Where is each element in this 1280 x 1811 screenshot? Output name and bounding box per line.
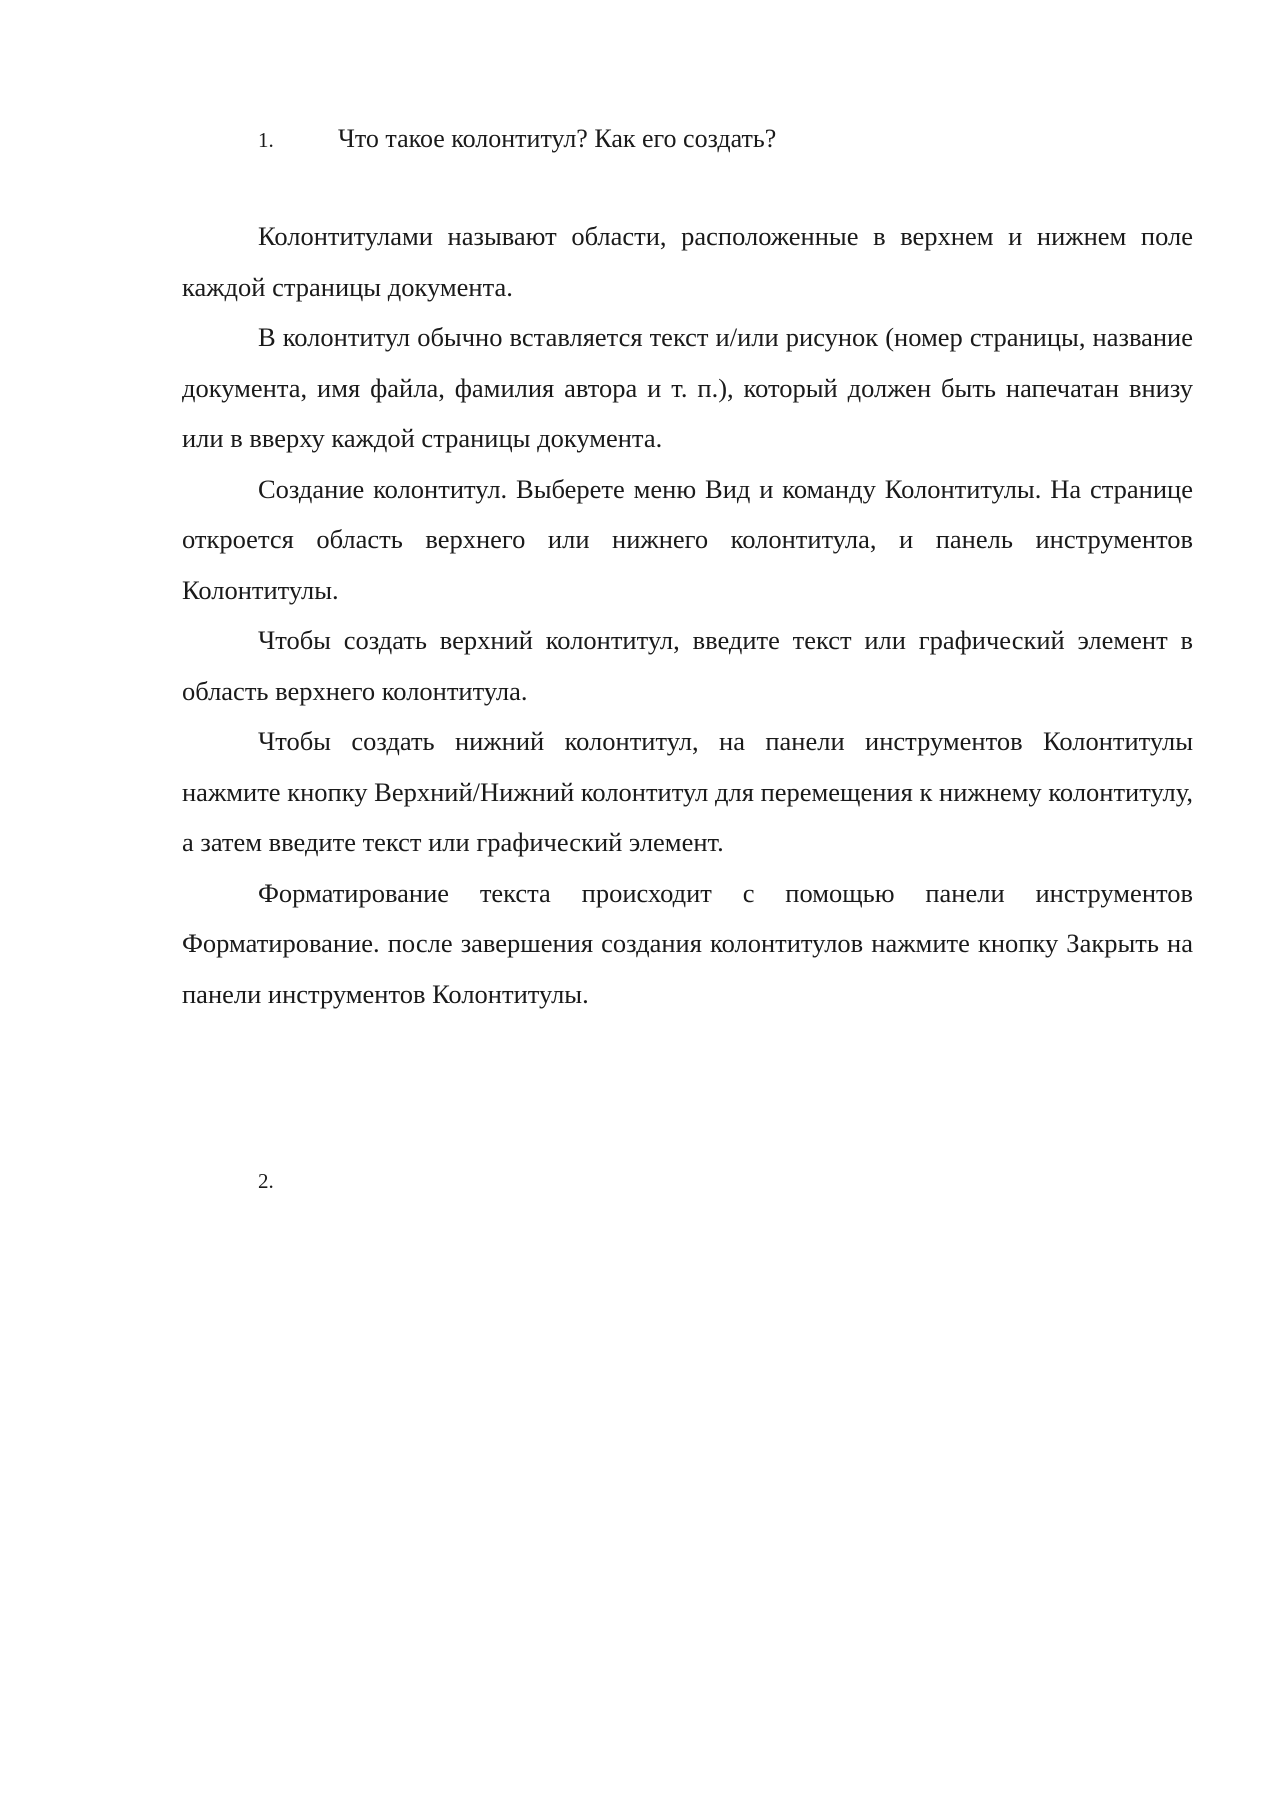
list-number: 2.: [258, 1169, 274, 1193]
paragraph-6: Форматирование текста происходит с помощью панели инструментов Форматирование. после завершения создания колонтитулов нажмите кнопку Закрыть на панели инструментов Колонтитулы.: [182, 877, 1193, 1009]
paragraph-5: Чтобы создать нижний колонтитул, на панели инструментов Колонтитулы нажмите кнопку Верхний/Нижний колонтитул для перемещения к нижнему колонтитулу, а затем введите текст или графический элемент.: [182, 726, 1193, 857]
paragraph-1: Колонтитулами называют области, расположенные в верхнем и нижнем поле каждой страницы документа.: [182, 221, 1193, 302]
answer-body: [182, 211, 1193, 1019]
paragraph-3: Создание колонтитул. Выберете меню Вид и команду Колонтитулы. На странице откроется область верхнего или нижнего колонтитула, и панель инструментов Колонтитулы.: [182, 473, 1193, 605]
paragraph-2: В колонтитул обычно вставляется текст и/или рисунок (номер страницы, название документа, имя файла, фамилия автора и т. п.), который должен быть напечатан внизу или в вверху каждой страницы документа.: [182, 322, 1193, 453]
question-heading: Что такое колонтитул? Как его создать?: [338, 124, 777, 153]
list-item-2: [258, 1166, 338, 1196]
list-item-1: [258, 124, 776, 155]
list-number: 1.: [258, 128, 274, 152]
paragraph-4: Чтобы создать верхний колонтитул, введите текст или графический элемент в область верхнего колонтитула.: [182, 625, 1193, 706]
